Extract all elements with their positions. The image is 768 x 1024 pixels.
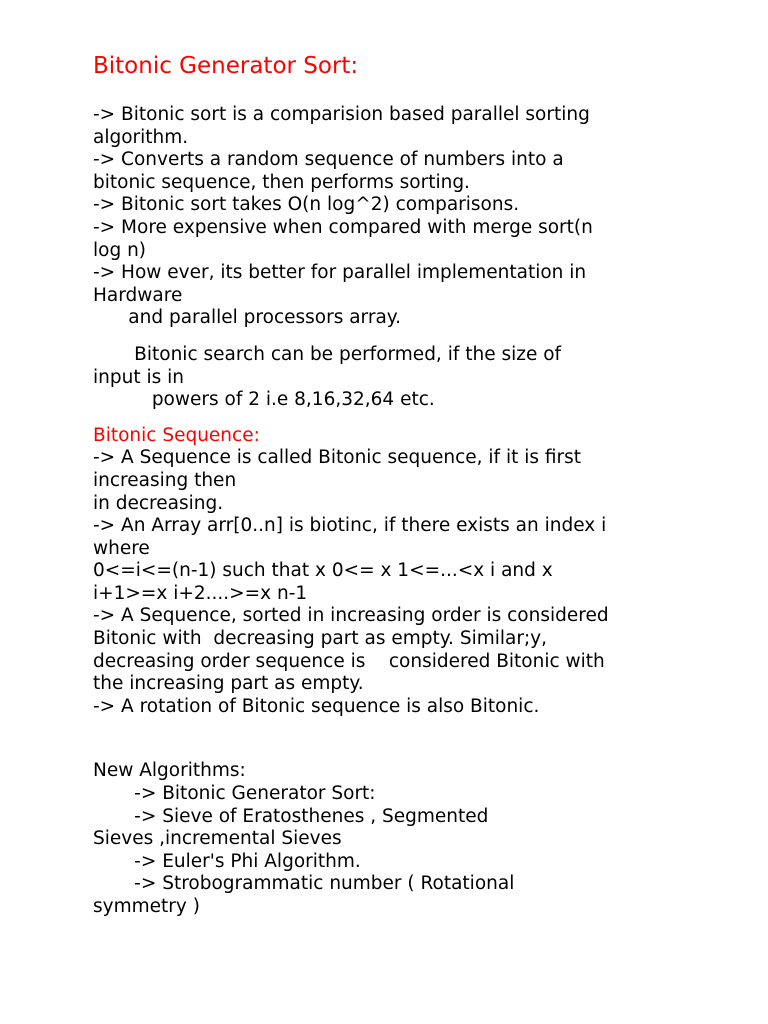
text-line: -> Converts a random sequence of numbers into a bbox=[93, 149, 564, 171]
text-line: Bitonic search can be performed, if the size of bbox=[93, 343, 562, 365]
text-line: Hardware bbox=[93, 284, 183, 306]
document-title: Bitonic Generator Sort: bbox=[93, 53, 359, 79]
intro-section bbox=[93, 104, 683, 330]
text-line: algorithm. bbox=[93, 126, 189, 148]
text-line: decreasing order sequence is considered Bitonic with bbox=[93, 650, 605, 672]
text-line: -> An Array arr[0..n] is biotinc, if there exists an index i bbox=[93, 515, 607, 537]
search-section bbox=[93, 344, 683, 412]
text-line: symmetry ) bbox=[93, 896, 200, 917]
text-line: in decreasing. bbox=[93, 492, 224, 514]
text-line: -> How ever, its better for parallel implementation in bbox=[93, 262, 587, 284]
text-line: the increasing part as empty. bbox=[93, 673, 364, 695]
text-line: -> Bitonic sort is a comparision based parallel sorting bbox=[93, 104, 590, 125]
document-page bbox=[93, 52, 683, 919]
text-line: powers of 2 i.e 8,16,32,64 etc. bbox=[93, 389, 435, 411]
new-algorithms-section bbox=[93, 760, 683, 918]
text-line: Sieves ,incremental Sieves bbox=[93, 828, 342, 850]
text-line: -> A Sequence, sorted in increasing order is considered bbox=[93, 605, 609, 627]
text-line: -> Sieve of Eratosthenes , Segmented bbox=[93, 805, 489, 827]
text-line: and parallel processors array. bbox=[93, 307, 401, 329]
text-line: 0<=i<=(n-1) such that x 0<= x 1<=...<x i and x bbox=[93, 560, 553, 582]
text-line: -> Strobogrammatic number ( Rotational bbox=[93, 873, 515, 895]
text-line: input is in bbox=[93, 366, 184, 388]
text-line: -> Bitonic Generator Sort: bbox=[93, 783, 376, 805]
text-line: -> Bitonic sort takes O(n log^2) comparisons. bbox=[93, 194, 520, 216]
section-heading: Bitonic Sequence: bbox=[93, 424, 260, 446]
text-line: increasing then bbox=[93, 469, 237, 491]
text-line: -> A Sequence is called Bitonic sequence, if it is first bbox=[93, 447, 582, 469]
text-line: -> A rotation of Bitonic sequence is also Bitonic. bbox=[93, 695, 540, 717]
text-line: -> Euler's Phi Algorithm. bbox=[93, 850, 361, 872]
text-line: Bitonic with decreasing part as empty. Similar;y, bbox=[93, 628, 548, 650]
sequence-section bbox=[93, 425, 683, 719]
text-line: where bbox=[93, 537, 150, 559]
text-line: i+1>=x i+2....>=x n-1 bbox=[93, 582, 308, 604]
text-line: New Algorithms: bbox=[93, 760, 246, 782]
text-line: -> More expensive when compared with merge sort(n bbox=[93, 216, 593, 238]
text-line: log n) bbox=[93, 239, 147, 261]
text-line: bitonic sequence, then performs sorting. bbox=[93, 171, 470, 193]
